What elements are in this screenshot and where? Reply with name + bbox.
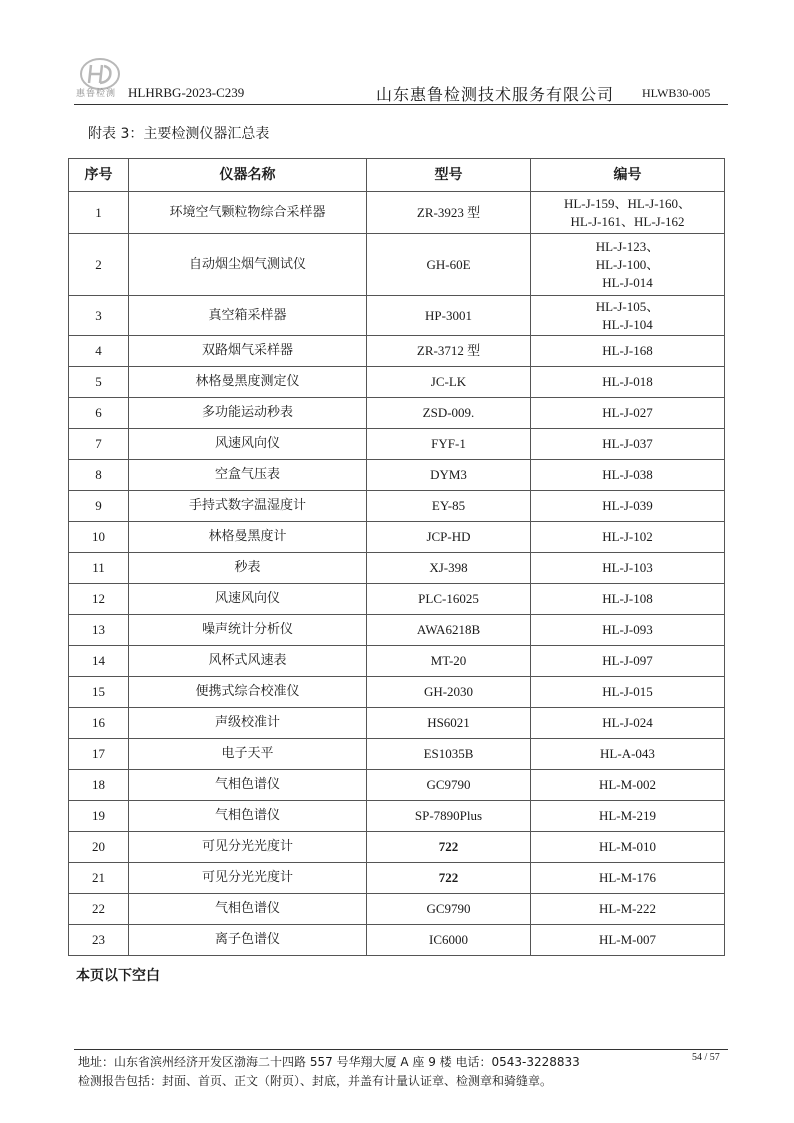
table-row — [69, 801, 725, 832]
table-row — [69, 925, 725, 956]
code-line: HL-J-168 — [602, 343, 653, 358]
cell-serial: 23 — [69, 925, 129, 956]
code-line: HL-J-159、HL-J-160、 — [563, 195, 692, 211]
header-divider — [74, 104, 728, 105]
cell-model: GC9790 — [367, 770, 531, 801]
cell-serial: 10 — [69, 522, 129, 553]
code-line: HL-J-100、 — [595, 256, 660, 272]
cell-instrument-name: 噪声统计分析仪 — [129, 615, 367, 646]
logo-text: 惠鲁检测 — [76, 89, 117, 99]
table-row — [69, 646, 725, 677]
code-line: HL-J-105、 — [595, 298, 660, 314]
cell-instrument-name: 可见分光光度计 — [129, 863, 367, 894]
table-row — [69, 615, 725, 646]
table-row — [69, 863, 725, 894]
table-row — [69, 770, 725, 801]
cell-instrument-name: 环境空气颗粒物综合采样器 — [129, 192, 367, 234]
code-line: HL-J-103 — [602, 560, 653, 575]
cell-serial: 11 — [69, 553, 129, 584]
cell-serial: 13 — [69, 615, 129, 646]
cell-serial: 7 — [69, 429, 129, 460]
cell-instrument-name: 声级校准计 — [129, 708, 367, 739]
cell-serial: 15 — [69, 677, 129, 708]
cell-model: XJ-398 — [367, 553, 531, 584]
table-row — [69, 192, 725, 234]
table-row — [69, 460, 725, 491]
code-line: HL-J-018 — [602, 374, 653, 389]
code-line: HL-J-038 — [602, 467, 653, 482]
code-line: HL-A-043 — [600, 746, 655, 761]
table-row — [69, 336, 725, 367]
cell-instrument-name: 便携式综合校准仪 — [129, 677, 367, 708]
cell-instrument-name: 可见分光光度计 — [129, 832, 367, 863]
cell-model: SP-7890Plus — [367, 801, 531, 832]
report-number: HLHRBG-2023-C239 — [128, 85, 245, 100]
cell-instrument-name: 林格曼黑度测定仪 — [129, 367, 367, 398]
cell-serial: 21 — [69, 863, 129, 894]
cell-serial: 17 — [69, 739, 129, 770]
cell-code — [531, 708, 725, 739]
cell-model: JCP-HD — [367, 522, 531, 553]
cell-serial: 12 — [69, 584, 129, 615]
code-line: HL-M-219 — [598, 808, 657, 823]
cell-code — [531, 832, 725, 863]
cell-model: GH-60E — [367, 234, 531, 296]
cell-instrument-name: 空盒气压表 — [129, 460, 367, 491]
cell-instrument-name: 风速风向仪 — [129, 429, 367, 460]
cell-code — [531, 398, 725, 429]
code-line: HL-J-093 — [602, 622, 653, 637]
code-line: HL-J-161、HL-J-162 — [570, 213, 685, 229]
cell-model: PLC-16025 — [367, 584, 531, 615]
table-caption: 附表 3：主要检测仪器汇总表 — [88, 126, 270, 142]
cell-model: ZR-3923 型 — [367, 192, 531, 234]
cell-model: 722 — [367, 863, 531, 894]
cell-model: DYM3 — [367, 460, 531, 491]
cell-instrument-name: 双路烟气采样器 — [129, 336, 367, 367]
cell-model: IC6000 — [367, 925, 531, 956]
cell-model: ES1035B — [367, 739, 531, 770]
cell-serial: 2 — [69, 234, 129, 296]
code-line: HL-M-176 — [598, 870, 657, 885]
cell-instrument-name: 气相色谱仪 — [129, 770, 367, 801]
cell-instrument-name: 秒表 — [129, 553, 367, 584]
table-row — [69, 234, 725, 296]
code-line: HL-J-123、 — [595, 238, 660, 254]
cell-code — [531, 460, 725, 491]
footer-note: 检测报告包括：封面、首页、正文（附页）、封底，并盖有计量认证章、检测章和骑缝章。 — [78, 1074, 553, 1088]
cell-instrument-name: 自动烟尘烟气测试仪 — [129, 234, 367, 296]
table-row — [69, 832, 725, 863]
code-line: HL-M-007 — [598, 932, 657, 947]
header-code: 编号 — [531, 159, 725, 192]
table-row — [69, 296, 725, 336]
cell-code — [531, 615, 725, 646]
cell-code — [531, 863, 725, 894]
cell-serial: 22 — [69, 894, 129, 925]
cell-instrument-name: 气相色谱仪 — [129, 894, 367, 925]
table-row — [69, 553, 725, 584]
footer-address: 地址：山东省滨州经济开发区渤海二十四路 557 号华翔大厦 A 座 9 楼 电话：0543-3228833 — [78, 1055, 580, 1069]
cell-model: ZR-3712 型 — [367, 336, 531, 367]
code-line: HL-J-108 — [602, 591, 653, 606]
footer-divider — [74, 1049, 728, 1050]
table-row — [69, 429, 725, 460]
cell-code — [531, 522, 725, 553]
cell-serial: 8 — [69, 460, 129, 491]
code-line: HL-J-039 — [602, 498, 653, 513]
cell-serial: 14 — [69, 646, 129, 677]
blank-below-note: 本页以下空白 — [76, 968, 160, 984]
cell-serial: 20 — [69, 832, 129, 863]
cell-serial: 4 — [69, 336, 129, 367]
table-row — [69, 584, 725, 615]
cell-code — [531, 429, 725, 460]
code-line: HL-J-014 — [602, 274, 653, 290]
header-model: 型号 — [367, 159, 531, 192]
instrument-table — [68, 158, 725, 956]
cell-instrument-name: 林格曼黑度计 — [129, 522, 367, 553]
company-name: 山东惠鲁检测技术服务有限公司 — [376, 85, 615, 104]
cell-code — [531, 296, 725, 336]
cell-code — [531, 584, 725, 615]
table-row — [69, 367, 725, 398]
cell-instrument-name: 风杯式风速表 — [129, 646, 367, 677]
code-line: HL-M-222 — [598, 901, 657, 916]
cell-instrument-name: 多功能运动秒表 — [129, 398, 367, 429]
cell-code — [531, 770, 725, 801]
cell-serial: 5 — [69, 367, 129, 398]
code-line: HL-J-102 — [602, 529, 653, 544]
header-instrument-name: 仪器名称 — [129, 159, 367, 192]
table-row — [69, 708, 725, 739]
table-row — [69, 894, 725, 925]
table-body — [69, 192, 725, 956]
code-line: HL-J-015 — [602, 684, 653, 699]
cell-code — [531, 646, 725, 677]
cell-code — [531, 801, 725, 832]
header-serial: 序号 — [69, 159, 129, 192]
cell-serial: 1 — [69, 192, 129, 234]
page-number: 54 / 57 — [692, 1052, 720, 1063]
cell-instrument-name: 电子天平 — [129, 739, 367, 770]
cell-instrument-name: 气相色谱仪 — [129, 801, 367, 832]
cell-serial: 16 — [69, 708, 129, 739]
cell-code — [531, 491, 725, 522]
cell-serial: 6 — [69, 398, 129, 429]
cell-model: FYF-1 — [367, 429, 531, 460]
cell-serial: 19 — [69, 801, 129, 832]
cell-instrument-name: 离子色谱仪 — [129, 925, 367, 956]
code-line: HL-M-002 — [598, 777, 657, 792]
cell-code — [531, 336, 725, 367]
cell-code — [531, 192, 725, 234]
cell-model: EY-85 — [367, 491, 531, 522]
table-row — [69, 739, 725, 770]
cell-code — [531, 553, 725, 584]
cell-serial: 18 — [69, 770, 129, 801]
cell-code — [531, 894, 725, 925]
table-row — [69, 491, 725, 522]
table-row — [69, 398, 725, 429]
code-line: HL-M-010 — [598, 839, 657, 854]
cell-model: MT-20 — [367, 646, 531, 677]
cell-model: HP-3001 — [367, 296, 531, 336]
cell-instrument-name: 风速风向仪 — [129, 584, 367, 615]
cell-model: AWA6218B — [367, 615, 531, 646]
table-row — [69, 522, 725, 553]
cell-instrument-name: 真空箱采样器 — [129, 296, 367, 336]
cell-code — [531, 234, 725, 296]
code-line: HL-J-024 — [602, 715, 653, 730]
cell-code — [531, 677, 725, 708]
cell-model: HS6021 — [367, 708, 531, 739]
cell-serial: 9 — [69, 491, 129, 522]
table-row — [69, 677, 725, 708]
cell-model: GH-2030 — [367, 677, 531, 708]
code-line: HL-J-037 — [602, 436, 653, 451]
cell-model: ZSD-009. — [367, 398, 531, 429]
cell-instrument-name: 手持式数字温湿度计 — [129, 491, 367, 522]
cell-model: 722 — [367, 832, 531, 863]
code-line: HL-J-027 — [602, 405, 653, 420]
code-line: HL-J-104 — [602, 316, 653, 332]
code-line: HL-J-097 — [602, 653, 653, 668]
table-header-row — [69, 159, 725, 192]
cell-code — [531, 367, 725, 398]
form-number: HLWB30-005 — [642, 86, 711, 100]
cell-model: GC9790 — [367, 894, 531, 925]
cell-code — [531, 739, 725, 770]
cell-code — [531, 925, 725, 956]
cell-model: JC-LK — [367, 367, 531, 398]
cell-serial: 3 — [69, 296, 129, 336]
